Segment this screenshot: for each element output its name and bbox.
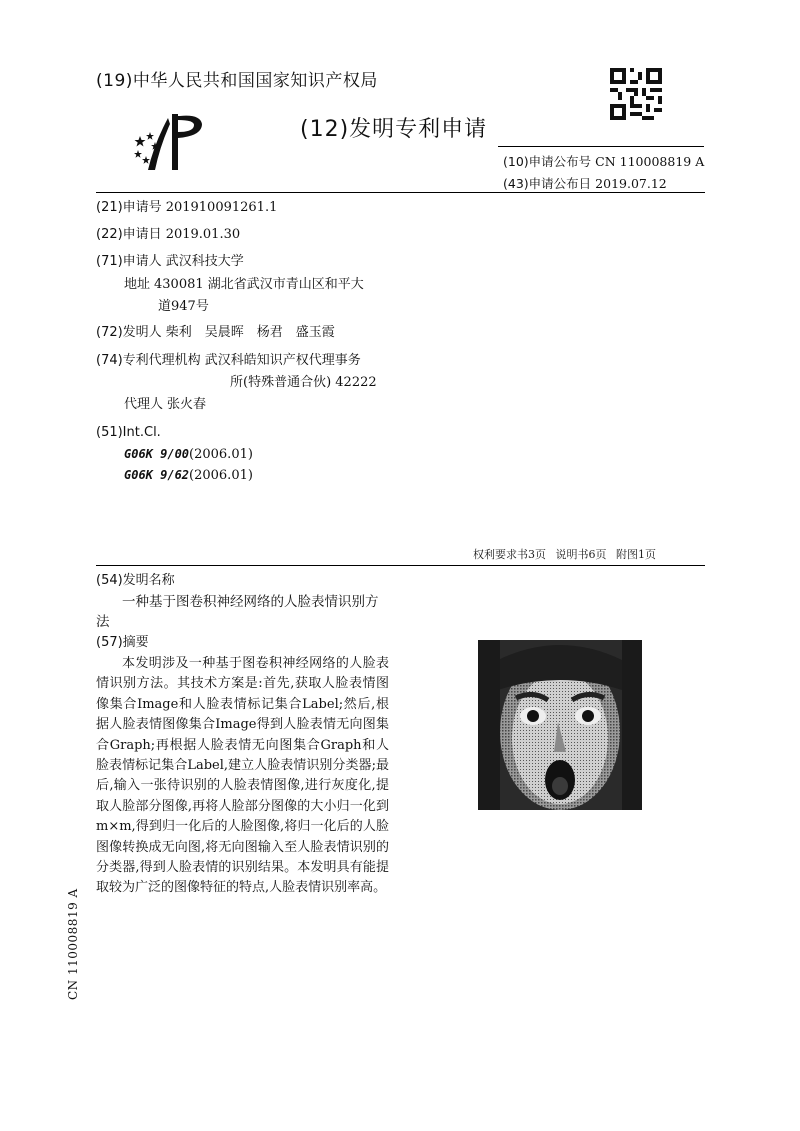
page-counts: 权利要求书3页 说明书6页 附图1页 <box>473 548 656 561</box>
patent-agency <box>96 352 361 369</box>
qr-code-icon <box>610 68 662 120</box>
document-type: (12)发明专利申请 <box>300 117 488 142</box>
ipc-class <box>124 467 253 484</box>
agent <box>124 396 206 413</box>
cnipa-logo-icon <box>128 110 208 174</box>
address-label: 地址 <box>124 277 151 292</box>
invention-title: 一种基于图卷积神经网络的人脸表情识别方法 <box>96 594 379 630</box>
issuing-office: (19)中华人民共和国国家知识产权局 <box>96 71 378 91</box>
filing-date-label: (22)申请日 <box>96 227 162 242</box>
publication-date <box>503 174 667 192</box>
face-expression-image <box>478 640 642 810</box>
inventors-value: 柴利 吴晨晖 杨君 盛玉霞 <box>165 325 335 340</box>
ipc-version: (2006.01) <box>189 468 253 483</box>
application-number <box>96 199 277 216</box>
intcl-label: (51)Int.Cl. <box>96 425 161 440</box>
invention-title-label: (54)发明名称 <box>96 573 175 588</box>
app-no-value: 201910091261.1 <box>165 200 278 215</box>
agent-label: 代理人 <box>124 397 164 412</box>
ipc-version: (2006.01) <box>189 447 253 462</box>
ipc-code: G06K 9/00 <box>124 447 190 461</box>
agency-label: (74)专利代理机构 <box>96 353 201 368</box>
pub-number-label: (10)申请公布号 <box>503 154 592 169</box>
address-line2: 道947号 <box>158 299 209 314</box>
pub-date-value: 2019.07.12 <box>595 176 667 191</box>
inventors <box>96 324 335 341</box>
ipc-class <box>124 446 253 463</box>
app-no-label: (21)申请号 <box>96 200 162 215</box>
publication-number <box>503 152 704 170</box>
agency-line1: 武汉科皓知识产权代理事务 <box>204 353 361 368</box>
abstract-label: (57)摘要 <box>96 635 149 650</box>
applicant-value: 武汉科技大学 <box>165 254 244 269</box>
applicant <box>96 253 244 270</box>
agency-line2: 所(特殊普通合伙) 42222 <box>230 375 377 390</box>
address-line1: 430081 湖北省武汉市青山区和平大 <box>154 277 364 292</box>
filing-date <box>96 226 240 243</box>
side-publication-code: CN 110008819 A <box>66 888 80 1000</box>
pub-number-value: CN 110008819 A <box>595 154 705 169</box>
ipc-code: G06K 9/62 <box>124 468 190 482</box>
agent-value: 张火春 <box>167 397 207 412</box>
divider <box>96 192 705 193</box>
address <box>124 276 364 293</box>
applicant-label: (71)申请人 <box>96 254 162 269</box>
filing-date-value: 2019.01.30 <box>165 227 241 242</box>
divider <box>96 565 705 566</box>
divider <box>498 146 704 147</box>
inventors-label: (72)发明人 <box>96 325 162 340</box>
abstract-text: 本发明涉及一种基于图卷积神经网络的人脸表情识别方法。其技术方案是:首先,获取人脸表情图像集合Image和人脸表情标记集合Label;然后,根据人脸表情图像集合Image得到人脸表情无向图集合Graph;再根据人脸表情无向图集合Graph和人脸表情标记集合Label,建立人脸表情识别分类器;最后,输入一张待识别的人脸表情图像,进行灰度化,提取人脸部分图像,再将人脸部分图像的大小归一化到m×m,得到归一化后的人脸图像,将归一化后的人脸图像转换成无向图,将无向图输入至人脸表情识别的分类器,得到人脸表情的识别结果。本发明具有能提取较为广泛的图像特征的特点,人脸表情识别率高。 <box>96 656 389 896</box>
pub-date-label: (43)申请公布日 <box>503 176 592 191</box>
